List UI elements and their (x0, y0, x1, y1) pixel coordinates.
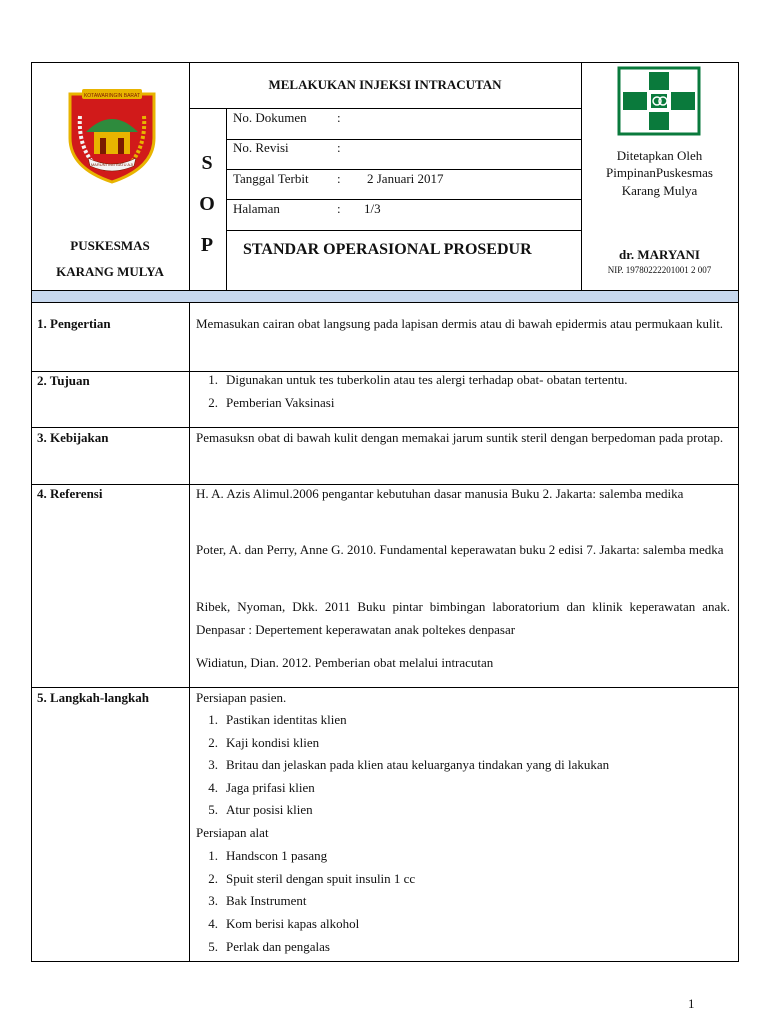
issue-date-label: Tanggal Terbit (233, 171, 309, 186)
reference-2: Poter, A. dan Perry, Anne G. 2010. Fundamental keperawatan buku 2 edisi 7. Jakarta: salemba medka (196, 542, 724, 557)
alat-item-1-text: Handscon 1 pasang (226, 848, 328, 863)
doc-number-colon: : (337, 110, 341, 125)
org-name-line2: KARANG MULYA (56, 264, 164, 279)
section-label-kebijakan: 3. Kebijakan (37, 430, 109, 445)
signer-nip: NIP. 19780222201001 2 007 (607, 265, 712, 275)
crest-ribbon-text: MARUNTING BATU AJI (90, 162, 134, 167)
pasien-item-4-number: 4. (208, 780, 218, 795)
crest-banner-text: KOTAWARINGIN BARAT (83, 93, 141, 99)
page-number: 1 (688, 996, 695, 1011)
doc-number-label: No. Dokumen (233, 110, 307, 125)
page-label: Halaman (233, 201, 280, 216)
issue-date-value: 2 Januari 2017 (367, 171, 444, 186)
alat-item-5-text: Perlak dan pengalas (226, 939, 330, 954)
signer-name: dr. MARYANI (619, 247, 700, 262)
sop-letter-p: P (200, 234, 214, 256)
pasien-item-3 (196, 757, 609, 773)
district-crest-logo (64, 86, 160, 184)
tujuan-item-2 (196, 395, 334, 411)
alat-item-3-number: 3. (208, 893, 218, 908)
alat-item-4 (196, 916, 359, 932)
reference-3: Ribek, Nyoman, Dkk. 2011 Buku pintar bimbingan laboratorium dan klinik keperawatan anak. Denpasar : Depertement keperawatan anak poltekes denpasar (196, 599, 730, 637)
alat-item-1 (196, 848, 327, 864)
header-band (32, 291, 738, 302)
tujuan-item-2-number: 2. (208, 395, 218, 410)
pasien-item-1-number: 1. (208, 712, 218, 727)
tujuan-item-1-number: 1. (208, 372, 218, 387)
alat-item-3-text: Bak Instrument (226, 893, 307, 908)
sop-letter-s: S (201, 152, 213, 174)
alat-item-2-text: Spuit steril dengan spuit insulin 1 cc (226, 871, 416, 886)
reference-1: H. A. Azis Alimul.2006 pengantar kebutuhan dasar manusia Buku 2. Jakarta: salemba medika (196, 486, 684, 501)
alat-item-2-number: 2. (208, 871, 218, 886)
pasien-item-4 (196, 780, 315, 796)
sop-letter-o: O (199, 193, 215, 215)
section-label-tujuan: 2. Tujuan (37, 373, 90, 388)
issue-date-colon: : (337, 171, 341, 186)
standard-title: STANDAR OPERASIONAL PROSEDUR (243, 241, 532, 258)
pasien-item-5-number: 5. (208, 802, 218, 817)
revision-colon: : (337, 140, 341, 155)
pengertian-text: Memasukan cairan obat langsung pada lapisan dermis atau di bawah epidermis atau permukaan kulit. (196, 316, 724, 331)
revision-label: No. Revisi (233, 140, 289, 155)
approval-line-1: Ditetapkan Oleh (616, 148, 703, 163)
alat-item-1-number: 1. (208, 848, 218, 863)
tujuan-item-1-text: Digunakan untuk tes tuberkolin atau tes alergi terhadap obat- obatan tertentu. (226, 372, 628, 387)
pasien-item-4-text: Jaga prifasi klien (226, 780, 315, 795)
tujuan-item-1 (196, 372, 628, 388)
section-label-referensi: 4. Referensi (37, 486, 103, 501)
document-title: MELAKUKAN INJEKSI INTRACUTAN (268, 77, 502, 92)
org-name-line1: PUSKESMAS (70, 238, 150, 253)
alat-item-4-number: 4. (208, 916, 218, 931)
pasien-item-2 (196, 735, 319, 751)
pasien-item-1-text: Pastikan identitas klien (226, 712, 347, 727)
pasien-item-1 (196, 712, 347, 728)
approval-line-2: PimpinanPuskesmas (606, 165, 713, 180)
kebijakan-text: Pemasuksn obat di bawah kulit dengan memakai jarum suntik steril dengan berpedoman pada protap. (196, 430, 724, 445)
alat-item-5 (196, 939, 330, 955)
pasien-item-5-text: Atur posisi klien (226, 802, 313, 817)
persiapan-pasien-heading: Persiapan pasien. (196, 690, 287, 705)
pasien-item-5 (196, 802, 313, 818)
tujuan-item-2-text: Pemberian Vaksinasi (226, 395, 335, 410)
approval-line-3: Karang Mulya (621, 183, 698, 198)
section-label-langkah: 5. Langkah-langkah (37, 690, 149, 705)
page-colon: : (337, 201, 341, 216)
alat-item-4-text: Kom berisi kapas alkohol (226, 916, 360, 931)
alat-item-2 (196, 871, 415, 887)
puskesmas-cross-logo (617, 66, 701, 136)
pasien-item-2-number: 2. (208, 735, 218, 750)
alat-item-3 (196, 893, 307, 909)
pasien-item-3-text: Britau dan jelaskan pada klien atau keluarganya tindakan yang di lakukan (226, 757, 610, 772)
persiapan-alat-heading: Persiapan alat (196, 825, 269, 840)
reference-4: Widiatun, Dian. 2012. Pemberian obat melalui intracutan (196, 655, 494, 670)
section-label-pengertian: 1. Pengertian (37, 316, 111, 331)
alat-item-5-number: 5. (208, 939, 218, 954)
pasien-item-3-number: 3. (208, 757, 218, 772)
page-value: 1/3 (364, 201, 381, 216)
pasien-item-2-text: Kaji kondisi klien (226, 735, 320, 750)
